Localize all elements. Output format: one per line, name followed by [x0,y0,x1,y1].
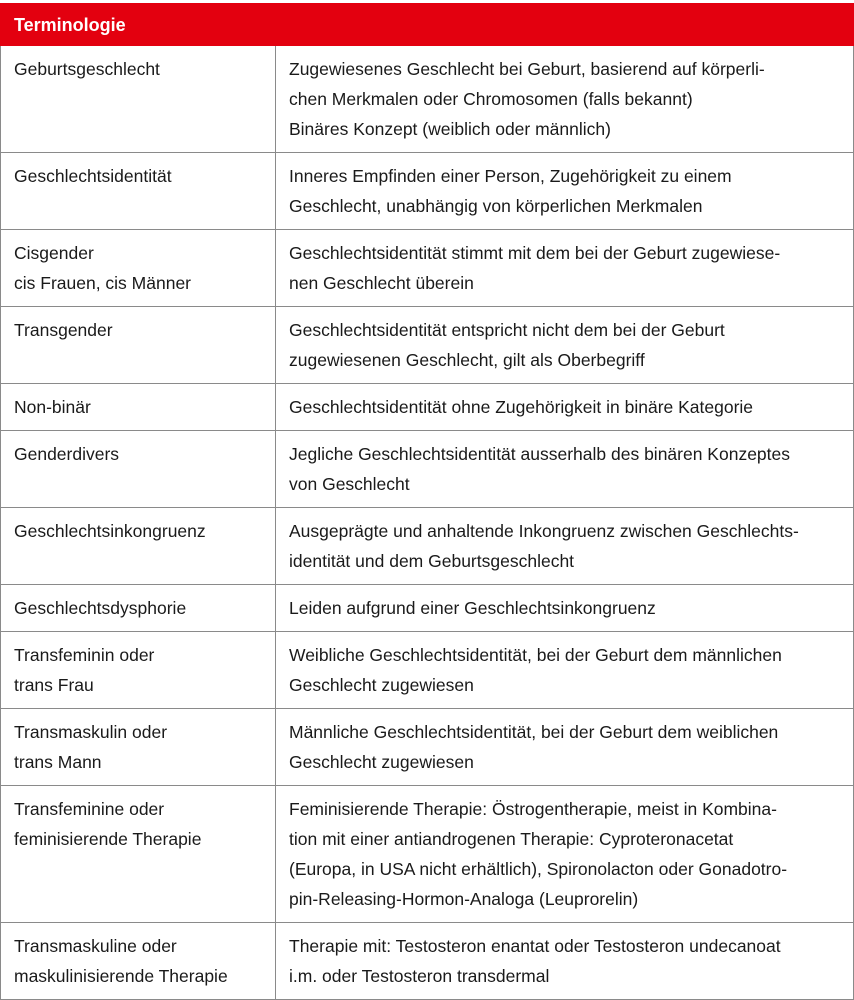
definition-cell: Jegliche Geschlechtsidentität ausserhalb des binären Konzeptes von Geschlecht [276,431,854,508]
table-row [1,230,854,307]
table-title: Terminologie [1,4,854,46]
table-row [1,786,854,923]
table-row [1,384,854,431]
terminology-table [0,3,854,1000]
term-cell: Transmaskulin oder trans Mann [1,709,276,786]
definition-cell: Leiden aufgrund einer Geschlechtsinkongruenz [276,585,854,632]
table-row [1,585,854,632]
term-cell: Geschlechtsdysphorie [1,585,276,632]
definition-cell: Männliche Geschlechtsidentität, bei der Geburt dem weiblichen Geschlecht zugewiesen [276,709,854,786]
table-row [1,307,854,384]
term-cell: Geburtsgeschlecht [1,46,276,153]
definition-cell: Therapie mit: Testosteron enantat oder Testosteron undecanoat i.m. oder Testosteron transdermal [276,923,854,1000]
term-cell: Cisgender cis Frauen, cis Männer [1,230,276,307]
term-cell: Transfeminin oder trans Frau [1,632,276,709]
definition-cell: Feminisierende Therapie: Östrogentherapie, meist in Kombina- tion mit einer antiandrogenen Therapie: Cyproteronacetat (Europa, in USA nicht erhältlich), Spironolacton oder Gonadotro- pin-Releasing-Hormon-Analoga (Leuprorelin) [276,786,854,923]
term-cell: Transmaskuline oder maskulinisierende Therapie [1,923,276,1000]
definition-cell: Geschlechtsidentität stimmt mit dem bei der Geburt zugewiese- nen Geschlecht überein [276,230,854,307]
table-header-row [1,4,854,46]
table-row [1,923,854,1000]
term-cell: Geschlechtsidentität [1,153,276,230]
term-cell: Transfeminine oder feminisierende Therapie [1,786,276,923]
definition-cell: Geschlechtsidentität ohne Zugehörigkeit in binäre Kategorie [276,384,854,431]
table-row [1,709,854,786]
table-row [1,632,854,709]
definition-cell: Ausgeprägte und anhaltende Inkongruenz zwischen Geschlechts- identität und dem Geburtsgeschlecht [276,508,854,585]
term-cell: Geschlechtsinkongruenz [1,508,276,585]
term-cell: Genderdivers [1,431,276,508]
table-row [1,153,854,230]
definition-cell: Inneres Empfinden einer Person, Zugehörigkeit zu einem Geschlecht, unabhängig von körperlichen Merkmalen [276,153,854,230]
term-cell: Non-binär [1,384,276,431]
definition-cell: Zugewiesenes Geschlecht bei Geburt, basierend auf körperli- chen Merkmalen oder Chromosomen (falls bekannt) Binäres Konzept (weiblich oder männlich) [276,46,854,153]
term-cell: Transgender [1,307,276,384]
table-row [1,431,854,508]
definition-cell: Weibliche Geschlechtsidentität, bei der Geburt dem männlichen Geschlecht zugewiesen [276,632,854,709]
table-row [1,508,854,585]
table-row [1,46,854,153]
definition-cell: Geschlechtsidentität entspricht nicht dem bei der Geburt zugewiesenen Geschlecht, gilt als Oberbegriff [276,307,854,384]
